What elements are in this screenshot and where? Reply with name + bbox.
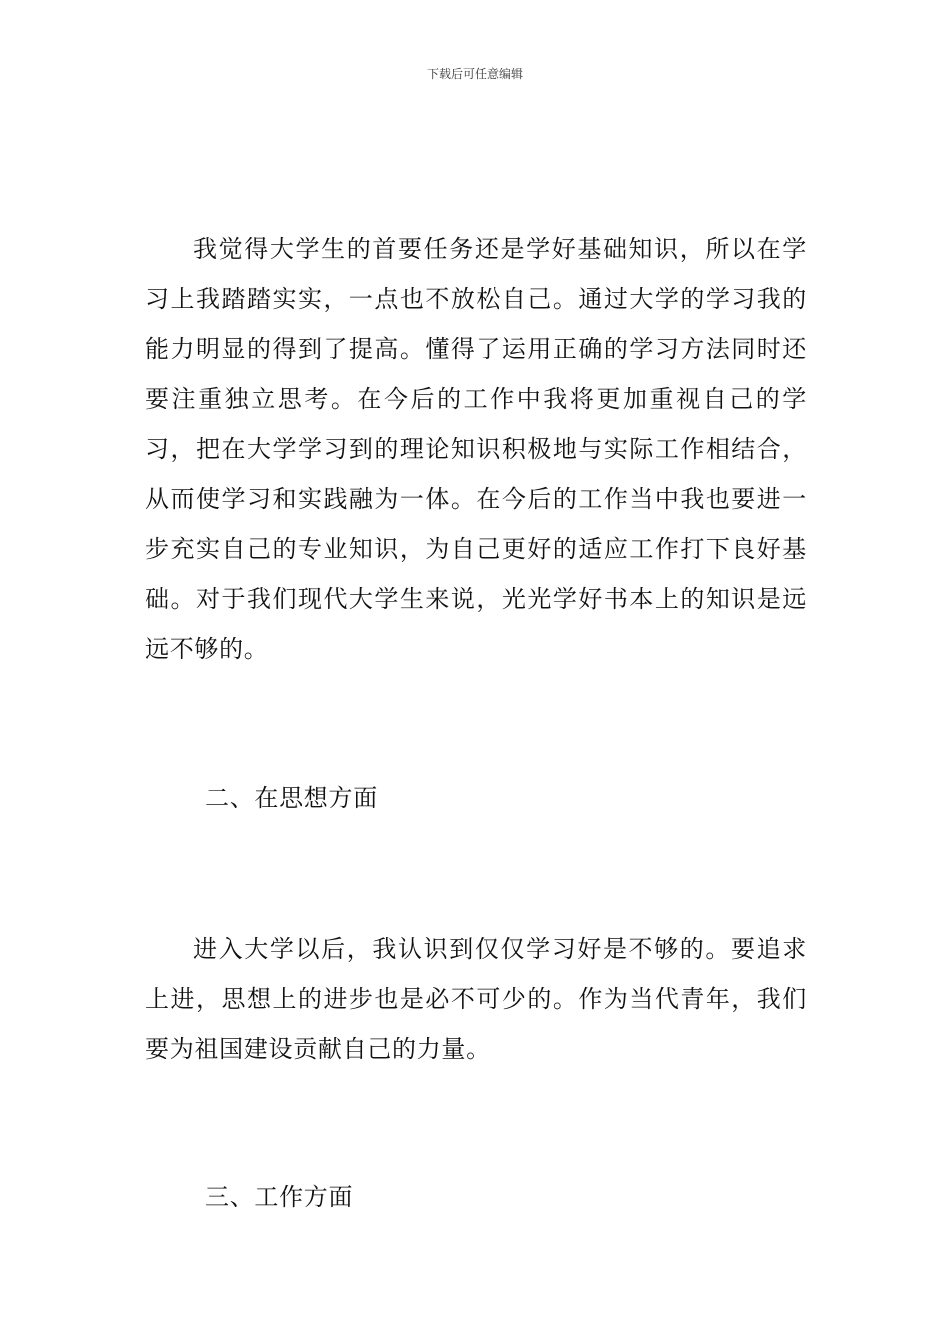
section-heading-thought: 二、在思想方面: [205, 784, 378, 812]
paragraph-thought: 进入大学以后，我认识到仅仅学习好是不够的。要追求上进，思想上的进步也是必不可少的。作为当代青年，我们要为祖国建设贡献自己的力量。: [145, 935, 807, 1063]
paragraph-study: 我觉得大学生的首要任务还是学好基础知识，所以在学习上我踏踏实实，一点也不放松自己。通过大学的学习我的能力明显的得到了提高。懂得了运用正确的学习方法同时还要注重独立思考。在今后的工作中我将更加重视自己的学习，把在大学学习到的理论知识积极地与实际工作相结合，从而使学习和实践融为一体。在今后的工作当中我也要进一步充实自己的专业知识，为自己更好的适应工作打下良好基础。对于我们现代大学生来说，光光学好书本上的知识是远远不够的。: [145, 235, 807, 663]
page-header-note: 下载后可任意编辑: [426, 67, 523, 81]
section-heading-work: 三、工作方面: [205, 1183, 354, 1211]
